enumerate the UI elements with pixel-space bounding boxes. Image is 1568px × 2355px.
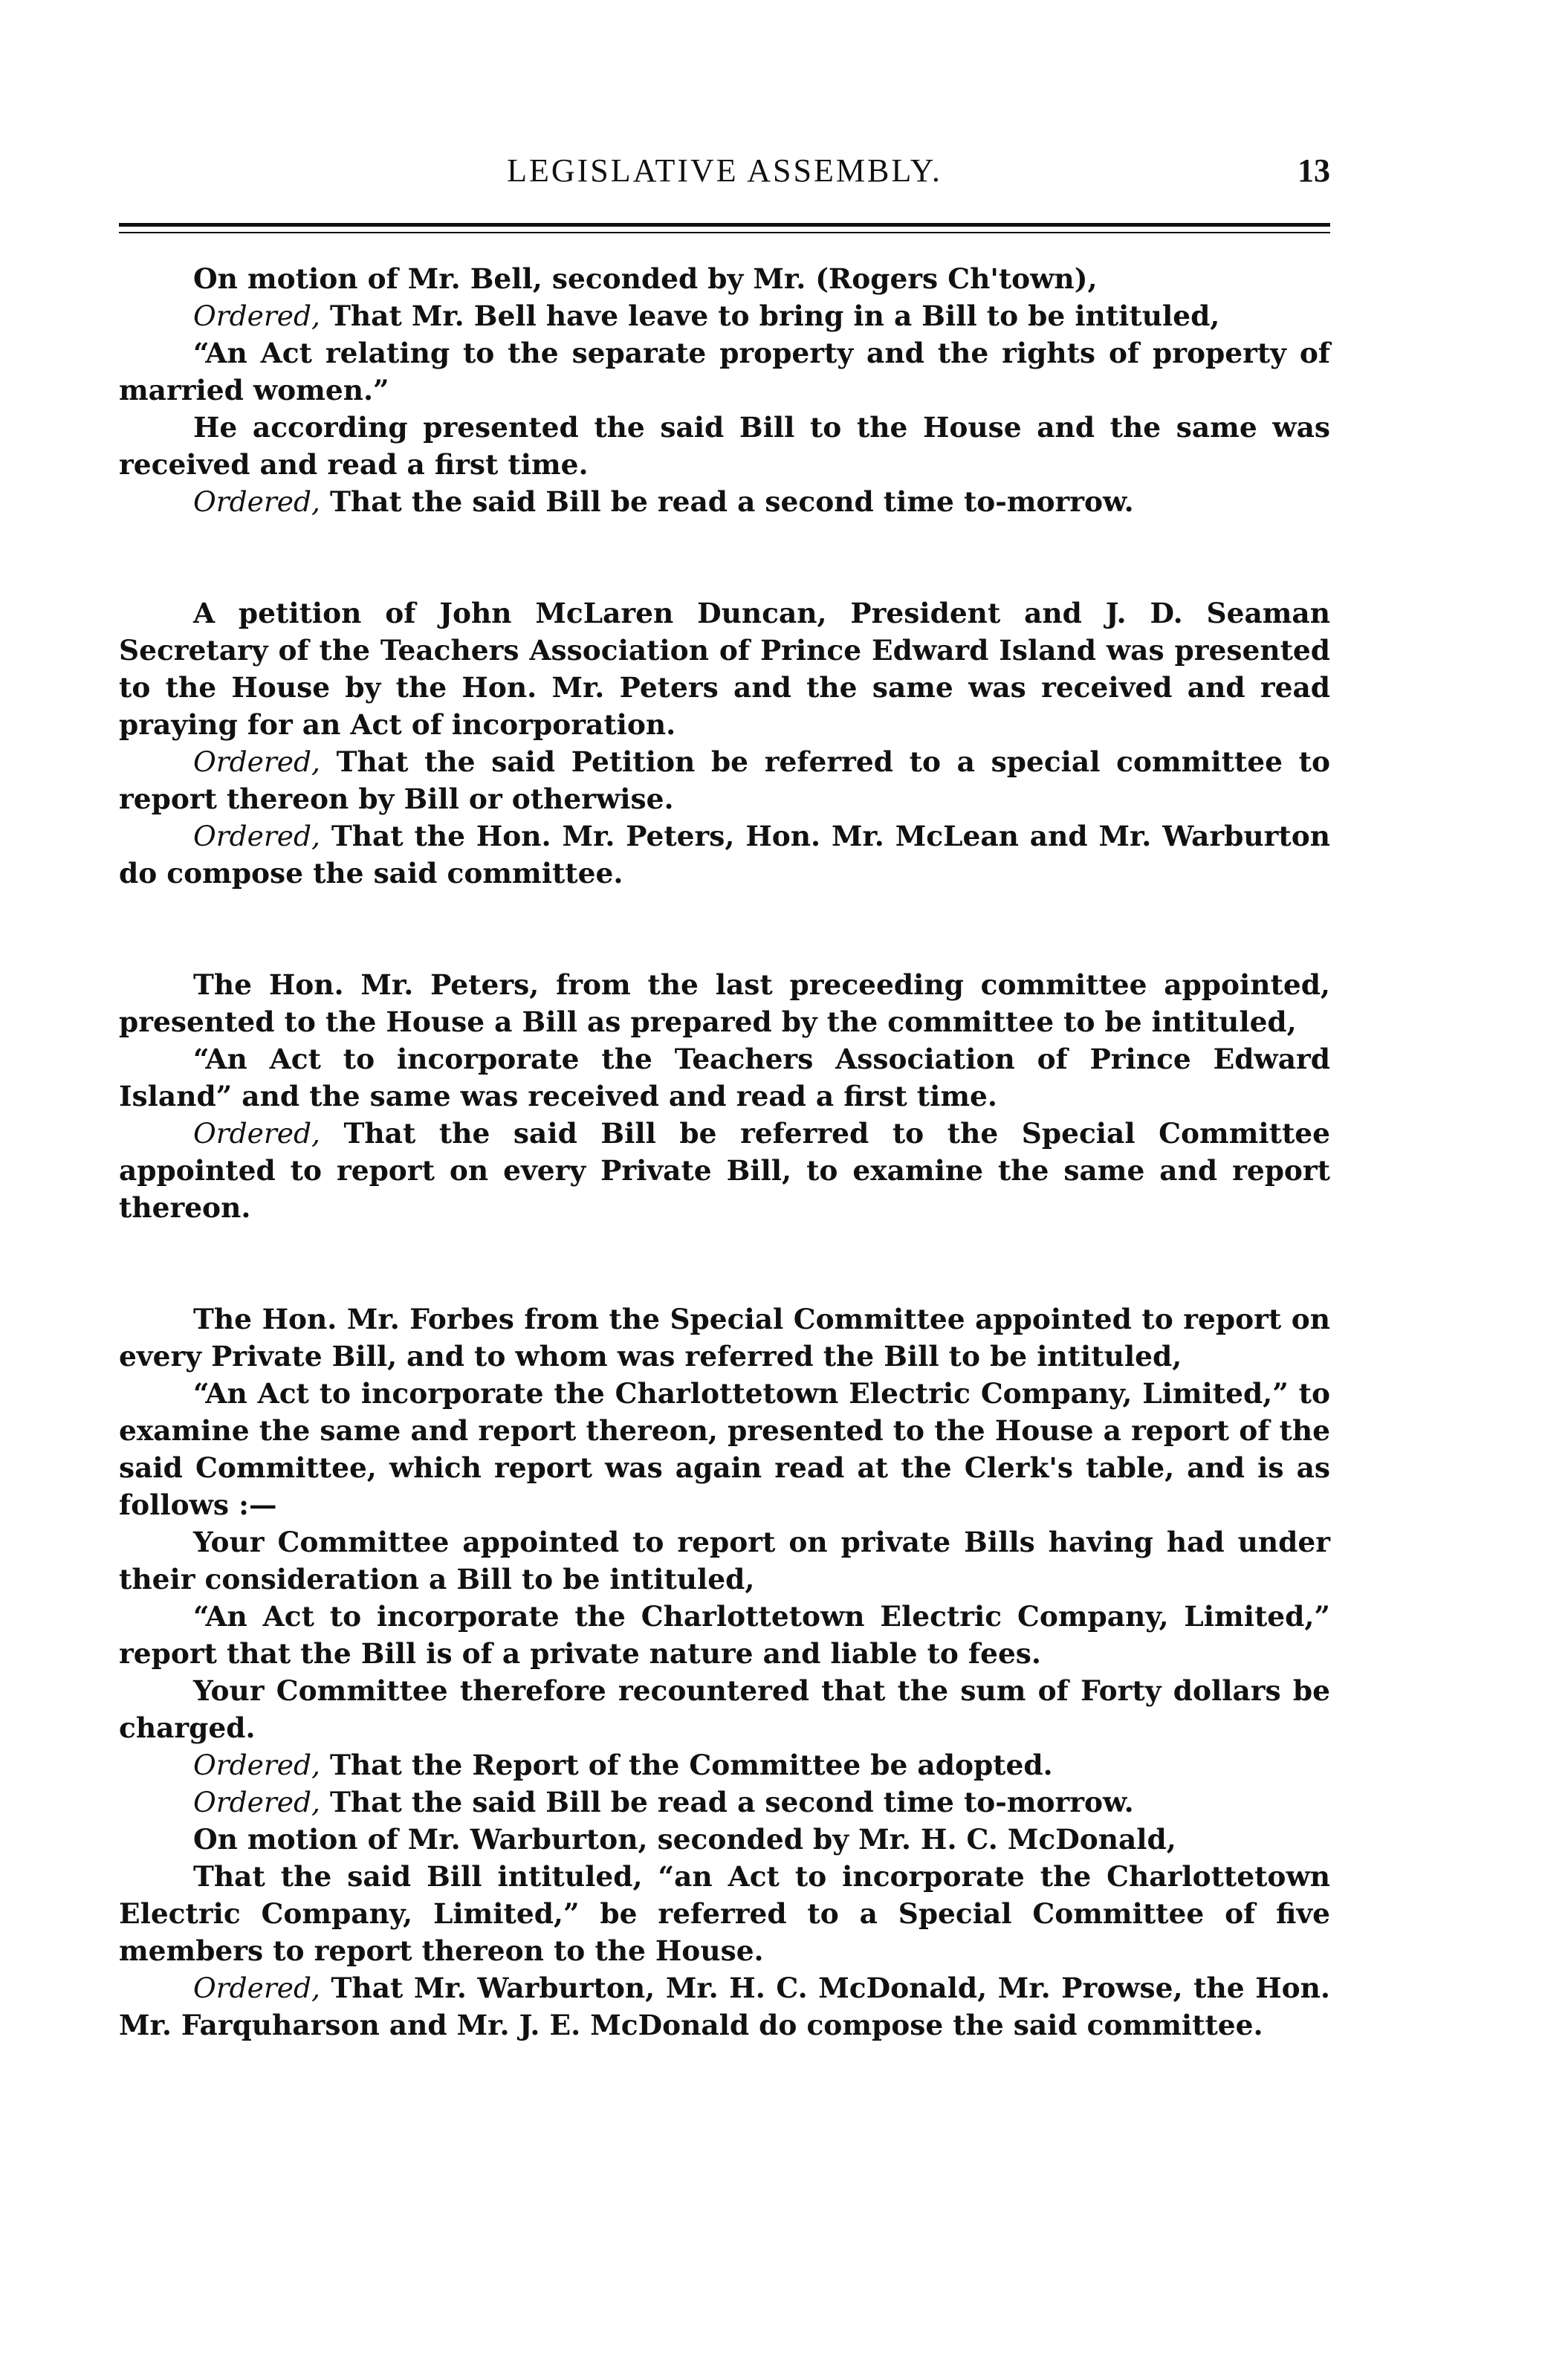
- ordered-lead: Ordered,: [193, 820, 320, 852]
- paragraph-text: He according presented the said Bill to the House and the same was received and read a first time.: [119, 411, 1330, 481]
- body-text: [119, 260, 1330, 2044]
- paragraph-text: That the Report of the Committee be adopted.: [320, 1749, 1053, 1781]
- ordered-lead: Ordered,: [193, 1786, 320, 1818]
- paragraph-text: On motion of Mr. Warburton, seconded by Mr. H. C. McDonald,: [193, 1823, 1176, 1856]
- paragraph: [119, 1300, 1330, 1375]
- paragraph: [119, 1784, 1330, 1821]
- ordered-lead: Ordered,: [193, 745, 320, 778]
- paragraph-text: “An Act to incorporate the Charlottetown Electric Company, Limited,” to examine the same and report thereon, presented to the House a report of the said Committee, which report was again read at the Clerk's table, and is as follows :—: [119, 1377, 1330, 1521]
- paragraph-text: Your Committee therefore recountered that the sum of Forty dollars be charged.: [119, 1674, 1330, 1744]
- running-header: [119, 149, 1330, 201]
- paragraph-text: That Mr. Bell have leave to bring in a Bill to be intituled,: [320, 299, 1220, 332]
- paragraph: [119, 297, 1330, 334]
- page-header-title: LEGISLATIVE ASSEMBLY.: [507, 152, 942, 189]
- paragraph-text: The Hon. Mr. Peters, from the last preceeding committee appointed, presented to the House a Bill as prepared by the committee to be intituled,: [119, 968, 1330, 1038]
- paragraph: [119, 1821, 1330, 1858]
- paragraph: [119, 409, 1330, 483]
- paragraph: [119, 1040, 1330, 1115]
- paragraph-text: “An Act to incorporate the Teachers Association of Prince Edward Island” and the same was received and read a first time.: [119, 1043, 1330, 1112]
- paragraph: [119, 1969, 1330, 2044]
- paragraph-text: That the said Bill be referred to the Special Committee appointed to report on every Private Bill, to examine the same and report thereon.: [119, 1117, 1330, 1224]
- ordered-lead: Ordered,: [193, 299, 320, 332]
- paragraph: [119, 1375, 1330, 1523]
- paragraph-text: That the said Bill intituled, “an Act to incorporate the Charlottetown Electric Company, Limited,” be referred to a Special Committee of five members to report thereon to the House.: [119, 1860, 1330, 1967]
- paragraph: [119, 1746, 1330, 1784]
- paragraph: [119, 1115, 1330, 1226]
- paragraph-text: That the said Bill be read a second time to-morrow.: [320, 485, 1134, 518]
- paragraph-text: That Mr. Warburton, Mr. H. C. McDonald, Mr. Prowse, the Hon. Mr. Farquharson and Mr. J. E. McDonald do compose the said committee.: [119, 1972, 1330, 2041]
- header-rule-thin: [119, 232, 1330, 233]
- paragraph-text: “An Act relating to the separate property and the rights of property of married women.”: [119, 337, 1330, 406]
- ordered-lead: Ordered,: [193, 485, 320, 518]
- paragraph: [119, 334, 1330, 409]
- paragraph-text: The Hon. Mr. Forbes from the Special Committee appointed to report on every Private Bill, and to whom was referred the Bill to be intituled,: [119, 1303, 1330, 1373]
- paragraph-text: That the said Petition be referred to a special committee to report thereon by Bill or otherwise.: [119, 745, 1330, 815]
- paragraph: [119, 817, 1330, 892]
- paragraph: [119, 966, 1330, 1040]
- paragraph-text: Your Committee appointed to report on private Bills having had under their consideration a Bill to be intituled,: [119, 1526, 1330, 1596]
- paragraph-text: That the Hon. Mr. Peters, Hon. Mr. McLean and Mr. Warburton do compose the said committee.: [119, 820, 1330, 890]
- paragraph-text: That the said Bill be read a second time to-morrow.: [320, 1786, 1134, 1818]
- paragraph: [119, 1523, 1330, 1598]
- paragraph-text: A petition of John McLaren Duncan, President and J. D. Seaman Secretary of the Teachers Association of Prince Edward Island was presented to the House by the Hon. Mr. Peters and the same was received and read praying for an Act of incorporation.: [119, 597, 1330, 741]
- ordered-lead: Ordered,: [193, 1117, 320, 1150]
- paragraph: [119, 483, 1330, 520]
- paragraph: [119, 260, 1330, 297]
- ordered-lead: Ordered,: [193, 1972, 320, 2004]
- paragraph-text: “An Act to incorporate the Charlottetown Electric Company, Limited,” report that the Bill is of a private nature and liable to fees.: [119, 1600, 1330, 1670]
- paragraph-text: On motion of Mr. Bell, seconded by Mr. (Rogers Ch'town),: [193, 262, 1098, 295]
- page-number: 13: [1298, 152, 1330, 189]
- paragraph: [119, 1672, 1330, 1746]
- paragraph: [119, 743, 1330, 817]
- paragraph: [119, 1858, 1330, 1969]
- paragraph: [119, 1598, 1330, 1672]
- paragraph: [119, 595, 1330, 743]
- ordered-lead: Ordered,: [193, 1749, 320, 1781]
- header-rule-thick: [119, 223, 1330, 227]
